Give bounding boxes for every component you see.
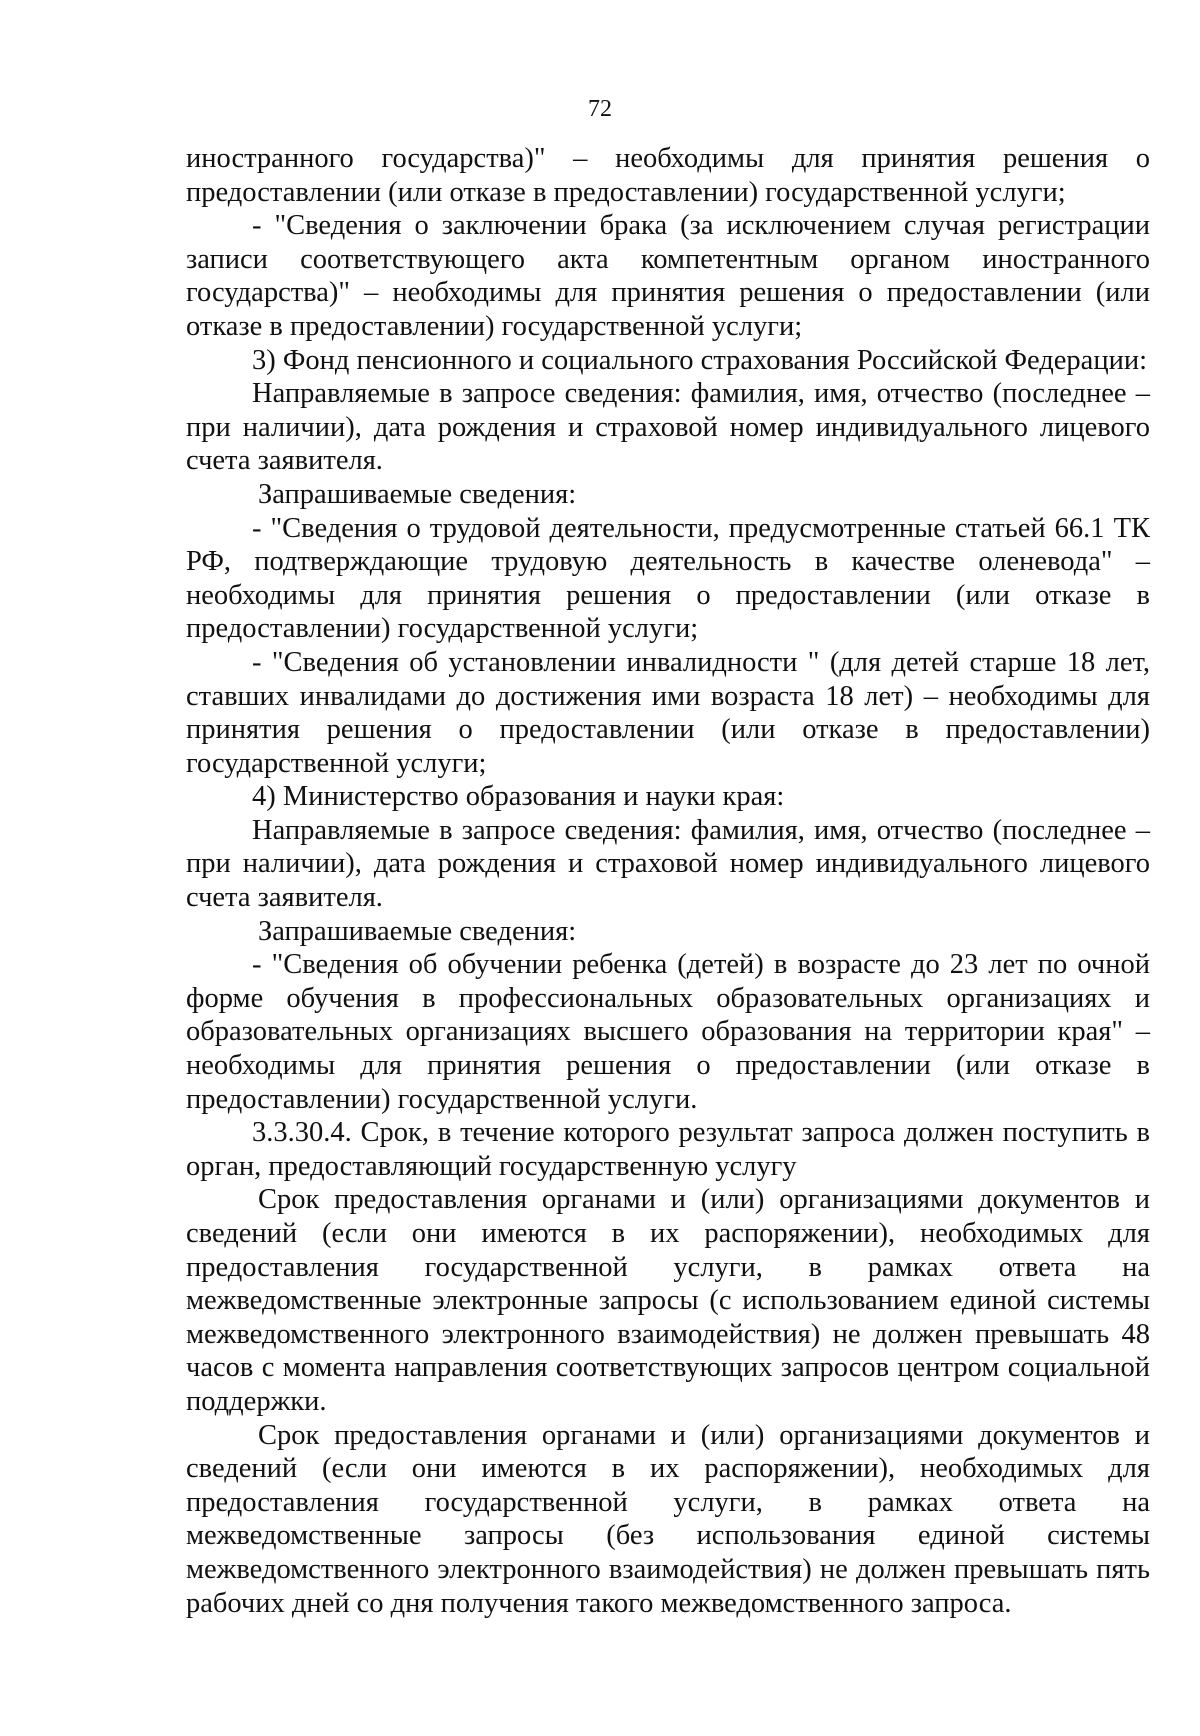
paragraph-marriage-info: - "Сведения о заключении брака (за исключением случая регистрации записи соответствующего акта компетентным органом иностранного государства)" – необходимы для принятия решения о предоставлении (или отказе в предоставлении) государственной услуги; — [186, 210, 1150, 342]
paragraph-requested-label: Запрашиваемые сведения: — [258, 478, 577, 510]
paragraph-labor-info: - "Сведения о трудовой деятельности, предусмотренные статьей 66.1 ТК РФ, подтверждающие трудовую деятельность в качестве оленевода" – необходимы для принятия решения о предоставлении (или отказе в предоставлении) государственной услуги; — [186, 512, 1150, 645]
paragraph-continuation: иностранного государства)" – необходимы для принятия решения о предоставлении (или отказе в предоставлении) государственной услуги; — [186, 143, 1150, 208]
page-number: 72 — [588, 96, 612, 122]
paragraph-pension-fund-heading: 3) Фонд пенсионного и социального страхования Российской Федерации: — [252, 344, 1148, 376]
paragraph-education-info: - "Сведения об обучении ребенка (детей) в возрасте до 23 лет по очной форме обучения в профессиональных образовательных организациях и образовательных организациях высшего образования на территории края" – необходимы для принятия решения о предоставлении (или отказе в предоставлении) государственной услуги. — [186, 949, 1150, 1115]
paragraph-sent-info: Направляемые в запросе сведения: фамилия, имя, отчество (последнее – при наличии), дата рождения и страховой номер индивидуального лицевого счета заявителя. — [186, 814, 1150, 914]
document-body — [186, 142, 1150, 1620]
paragraph-education-ministry-heading: 4) Министерство образования и науки края: — [252, 781, 785, 813]
paragraph-requested-label: Запрашиваемые сведения: — [258, 915, 577, 947]
paragraph-paper-deadline: Срок предоставления органами и (или) организациями документов и сведений (если они имеются в их распоряжении), необходимых для предоставления государственной услуги, в рамках ответа на межведомственные запросы (без использования единой системы межведомственного электронного взаимодействия) не должен превышать пять рабочих дней со дня получения такого межведомственного запроса. — [186, 1419, 1150, 1619]
paragraph-section-heading: 3.3.30.4. Срок, в течение которого результат запроса должен поступить в орган, предоставляющий государственную услугу — [186, 1117, 1150, 1182]
paragraph-disability-info: - "Сведения об установлении инвалидности " (для детей старше 18 лет, ставших инвалидами до достижения ими возраста 18 лет) – необходимы для принятия решения о предоставлении (или отказе в предоставлении) государственной услуги; — [186, 646, 1150, 779]
paragraph-electronic-deadline: Срок предоставления органами и (или) организациями документов и сведений (если они имеются в их распоряжении), необходимых для предоставления государственной услуги, в рамках ответа на межведомственные электронные запросы (с использованием единой системы межведомственного электронного взаимодействия) не должен превышать 48 часов с момента направления соответствующих запросов центром социальной поддержки. — [186, 1184, 1150, 1417]
paragraph-sent-info: Направляемые в запросе сведения: фамилия, имя, отчество (последнее – при наличии), дата рождения и страховой номер индивидуального лицевого счета заявителя. — [186, 378, 1150, 477]
